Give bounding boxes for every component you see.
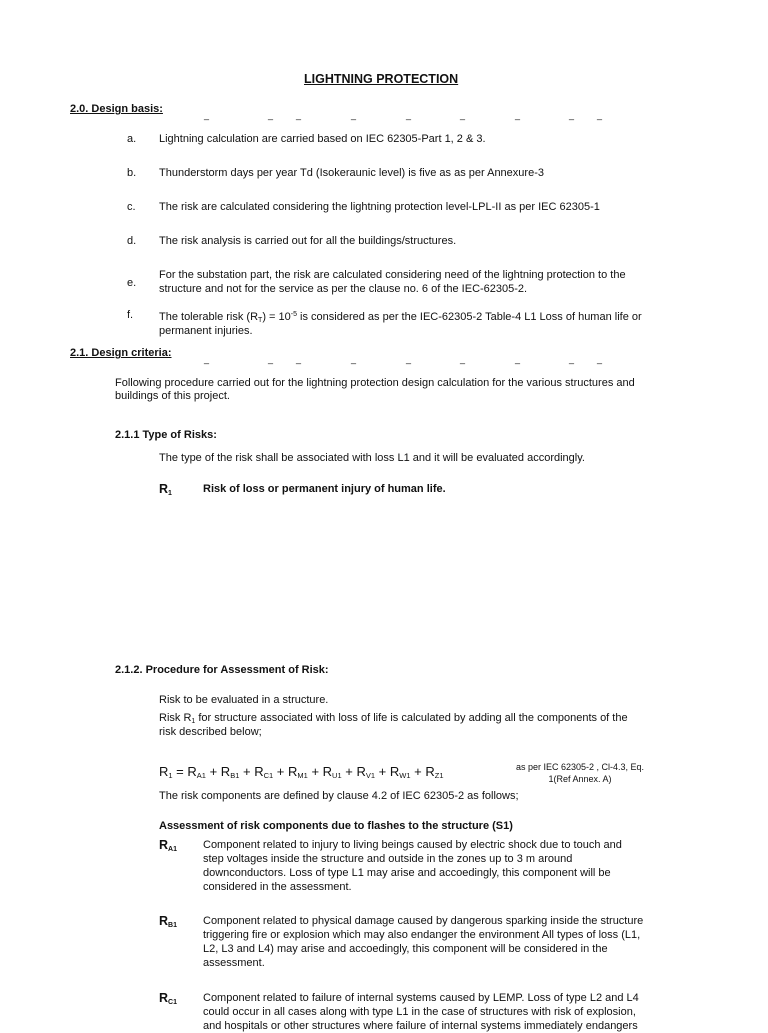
component-description: Component related to injury to living beings caused by electric shock due to touch and step voltages inside the structure and outside in the zones up to 3 m around downconductors. Loss of type L1 may arise and accoedingly, this component will be considered in the assessment. — [203, 839, 622, 893]
paragraph: risk described below; — [159, 726, 262, 738]
component-symbol: RB1 — [159, 914, 177, 929]
list-item-text: For the substation part, the risk are calculated considering need of the lightning protection to the — [159, 269, 626, 281]
component-description: Component related to physical damage caused by dangerous sparking inside the structure triggering fire or explosion which may also endanger the environment All types of loss (L1, L2, L3 and L4) may arise and accoedingly, this component will be considered in the assessment. — [203, 915, 644, 969]
paragraph: The type of the risk shall be associated with loss L1 and it will be evaluated accordingly. — [159, 452, 585, 464]
list-letter: e. — [127, 277, 137, 289]
paragraph: buildings of this project. — [115, 390, 230, 402]
risk-definition: Risk of loss or permanent injury of human life. — [203, 483, 446, 495]
component-description: Component related to failure of internal systems caused by LEMP. Loss of type L2 and L4 could occur in all cases along with type L1 in the case of structures with risk of explosion, and hospitals or other structures where failure of internal systems immediately endangers — [203, 992, 639, 1032]
list-letter: a. — [127, 133, 137, 145]
list-letter: d. — [127, 235, 137, 247]
list-letter: c. — [127, 201, 136, 213]
list-letter: f. — [127, 309, 134, 321]
risk-equation: R1 = RA1 + RB1 + RC1 + RM1 + RU1 + RV1 + RW1 + RZ1 — [159, 764, 444, 780]
list-item-text: Lightning calculation are carried based on IEC 62305-Part 1, 2 & 3. — [159, 133, 486, 145]
section-2-1-2-heading: 2.1.2. Procedure for Assessment of Risk: — [115, 664, 329, 676]
paragraph: Risk R1 for structure associated with loss of life is calculated by adding all the components of the — [159, 712, 628, 725]
document-title: LIGHTNING PROTECTION — [304, 72, 459, 86]
list-item-text: The tolerable risk $(RT) = 10^{-5}$ is considered as per the IEC-62305-2 Table-4 L1 Loss of human life or — [159, 311, 642, 324]
list-item-text: The risk analysis is carried out for all the buildings/structures. — [159, 235, 457, 247]
section-2-0-heading: 2.0. Design basis: — [70, 103, 163, 115]
list-item-text: The risk are calculated considering the lightning protection level-LPL-II as per IEC 62305-1 — [159, 201, 600, 213]
list-letter: b. — [127, 167, 137, 179]
equation-reference: as per IEC 62305-2 , Cl-4.3, Eq. 1(Ref Annex. A) — [515, 762, 645, 784]
component-symbol: RC1 — [159, 991, 177, 1006]
assessment-heading: Assessment of risk components due to flashes to the structure (S1) — [159, 820, 513, 832]
list-item-text: permanent injuries. — [159, 325, 253, 337]
list-item-text: structure and not for the service as per the clause no. 6 of the IEC-62305-2. — [159, 283, 528, 295]
section-2-1-1-heading: 2.1.1 Type of Risks: — [115, 429, 217, 441]
component-symbol: RA1 — [159, 838, 177, 853]
paragraph: Risk to be evaluated in a structure. — [159, 694, 329, 706]
risk-symbol: R1 — [159, 482, 172, 497]
section-2-1-heading: 2.1. Design criteria: — [70, 347, 172, 359]
paragraph: The risk components are defined by clause 4.2 of IEC 62305-2 as follows; — [159, 790, 519, 802]
list-item-text: Thunderstorm days per year Td (Isokeraunic level) is five as as per Annexure-3 — [159, 167, 544, 179]
paragraph: Following procedure carried out for the lightning protection design calculation for the various structures and — [115, 377, 635, 389]
